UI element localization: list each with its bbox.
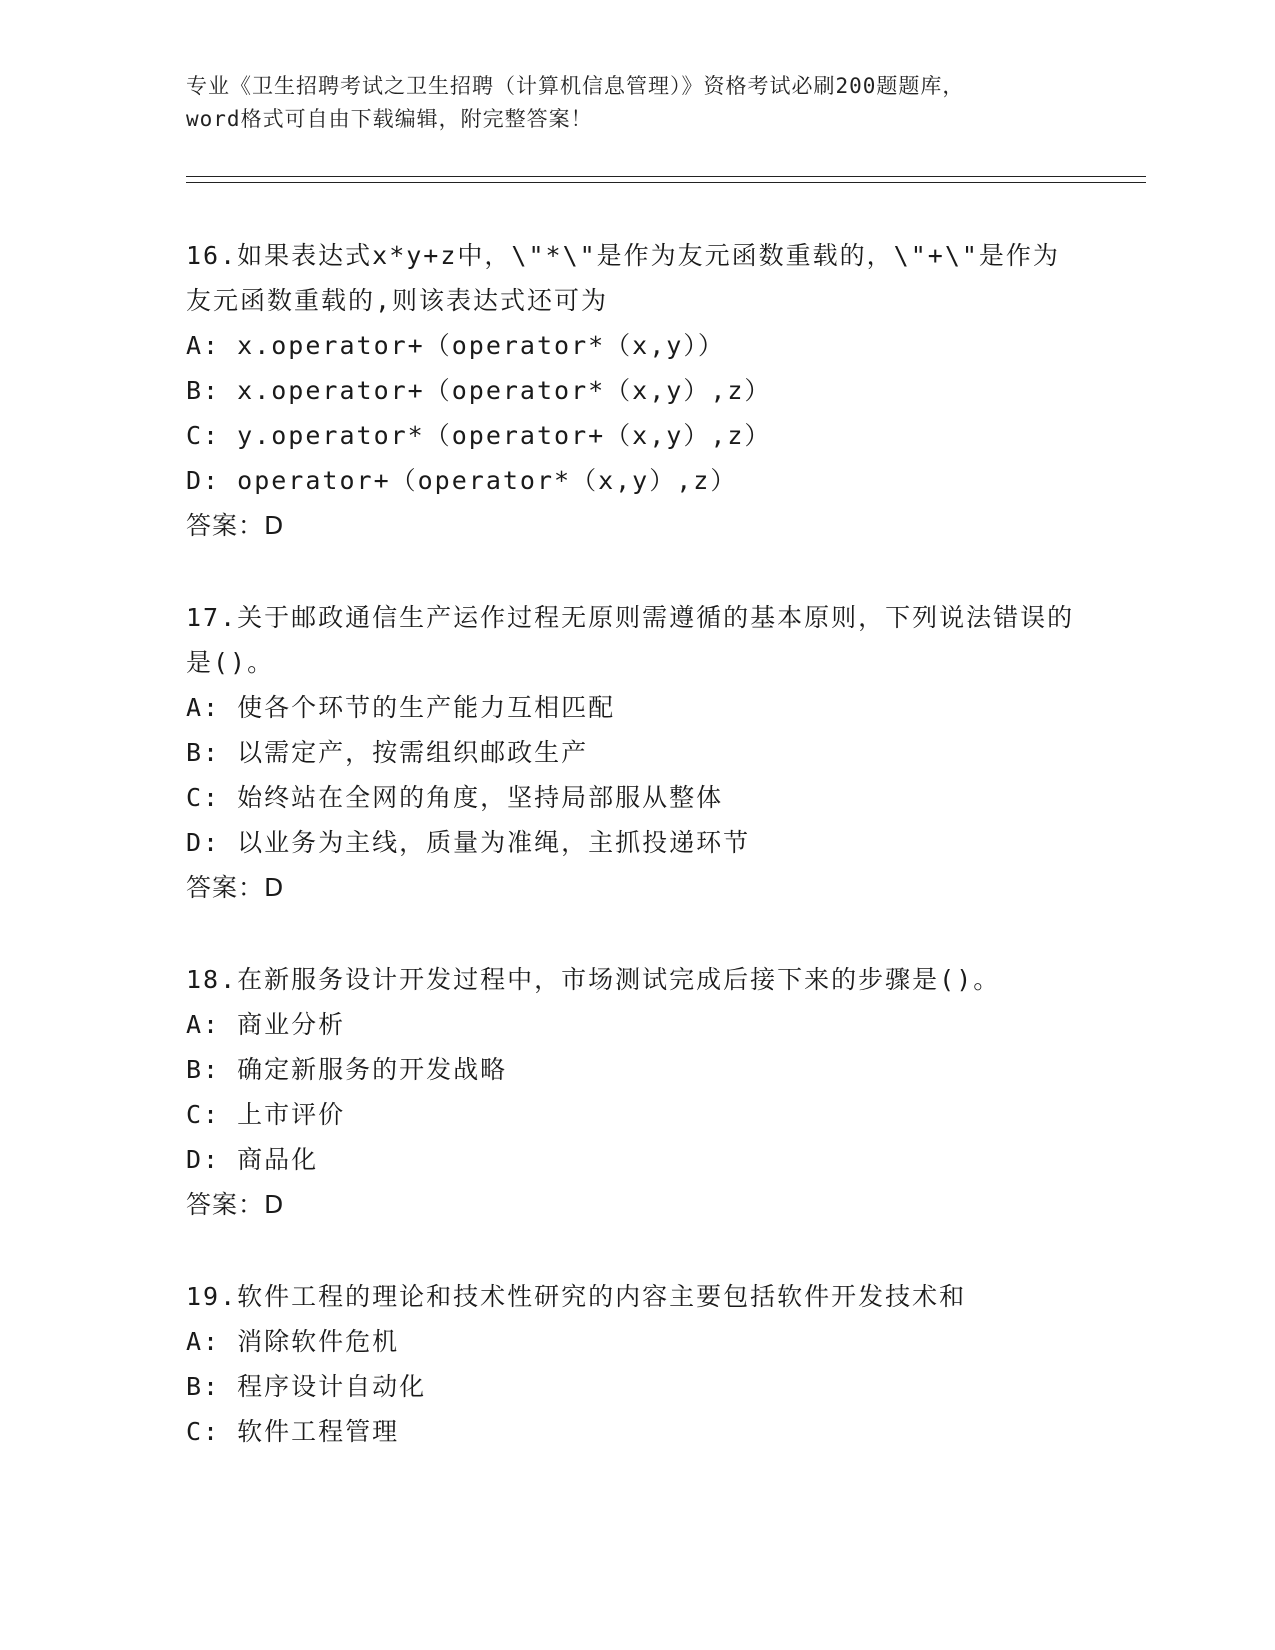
option-a: A: x.operator+（operator*（x,y）） [186, 331, 725, 360]
header-line-2: word格式可自由下载编辑，附完整答案！ [186, 107, 593, 131]
question-stem: 18.在新服务设计开发过程中，市场测试完成后接下来的步骤是()。 [186, 965, 1001, 994]
option-c: C: 软件工程管理 [186, 1417, 400, 1446]
answer: 答案：D [186, 511, 285, 540]
option-c: C: 始终站在全网的角度，坚持局部服从整体 [186, 783, 724, 812]
question-stem: 19.软件工程的理论和技术性研究的内容主要包括软件开发技术和 [186, 1282, 967, 1311]
question-18 [186, 957, 1086, 1227]
question-17 [186, 595, 1086, 910]
option-b: B: 程序设计自动化 [186, 1372, 427, 1401]
question-16 [186, 233, 1086, 548]
document-header [186, 70, 1086, 136]
option-b: B: 以需定产，按需组织邮政生产 [186, 738, 589, 767]
option-a: A: 消除软件危机 [186, 1327, 400, 1356]
option-a: A: 使各个环节的生产能力互相匹配 [186, 693, 616, 722]
question-19 [186, 1274, 1086, 1454]
option-b: B: 确定新服务的开发战略 [186, 1055, 508, 1084]
option-a: A: 商业分析 [186, 1010, 346, 1039]
header-divider-top [186, 176, 1146, 177]
option-d: D: 商品化 [186, 1145, 319, 1174]
answer: 答案：D [186, 1190, 285, 1219]
answer: 答案：D [186, 873, 285, 902]
question-stem: 17.关于邮政通信生产运作过程无原则需遵循的基本原则，下列说法错误的是()。 [186, 603, 1075, 677]
option-c: C: 上市评价 [186, 1100, 346, 1129]
header-line-1: 专业《卫生招聘考试之卫生招聘（计算机信息管理）》资格考试必刷200题题库， [186, 74, 965, 98]
option-b: B: x.operator+（operator*（x,y）,z） [186, 376, 772, 405]
question-stem: 16.如果表达式x*y+z中，\"*\"是作为友元函数重载的，\"+\"是作为友元函数重载的,则该表达式还可为 [186, 241, 1060, 315]
option-c: C: y.operator*（operator+（x,y）,z） [186, 421, 772, 450]
option-d: D: 以业务为主线，质量为准绳，主抓投递环节 [186, 828, 751, 857]
option-d: D: operator+（operator*（x,y）,z） [186, 466, 738, 495]
header-divider-bottom [186, 182, 1146, 183]
